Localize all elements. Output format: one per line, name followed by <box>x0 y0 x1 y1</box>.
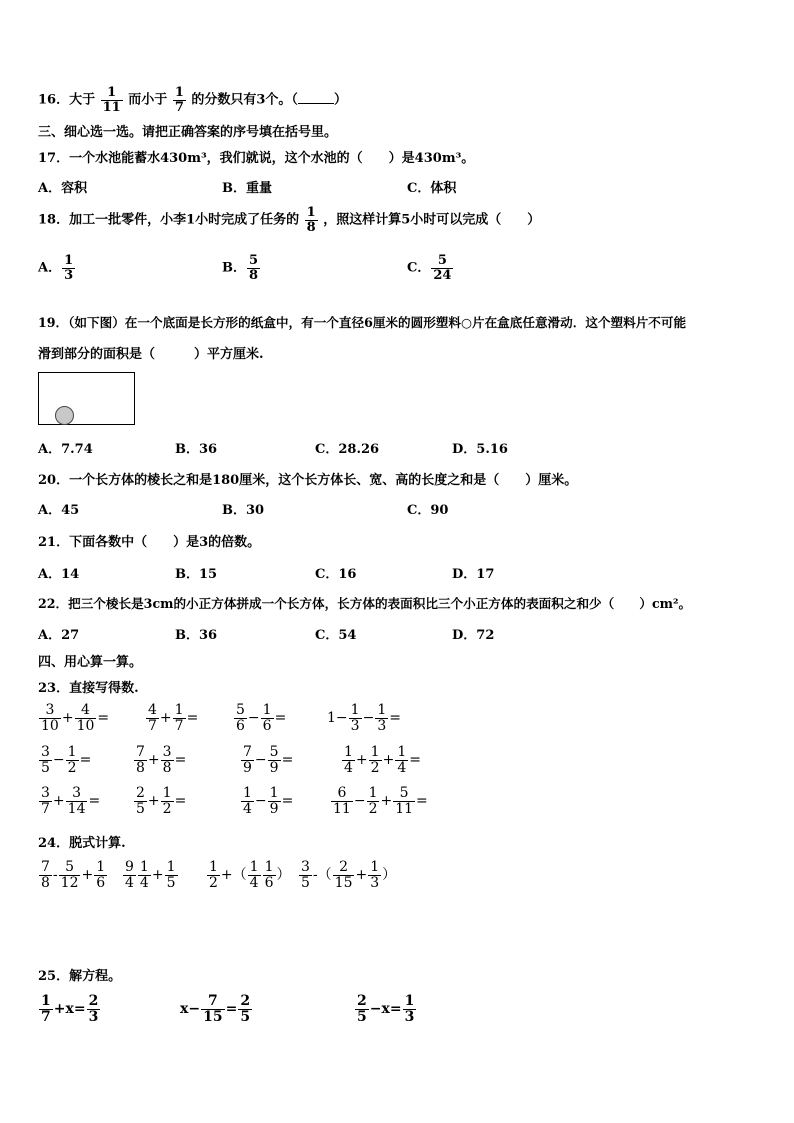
expression: $\frac{7}{9}$ − $\frac{5}{9}$ = <box>243 744 294 776</box>
section-3-heading: 三、细心选一选。请把正确答案的序号填在括号里。 <box>38 125 338 140</box>
question-17: 17．一个水池能蓄水430m³，我们就说，这个水池的（ ）是430m³。 <box>38 151 475 166</box>
question-23-title: 23．直接写得数. <box>38 681 139 696</box>
question-22: 22．把三个棱长是3cm的小正方体拼成一个长方体，长方体的表面积比三个小正方体的表面积之和少（ ）cm²。 <box>38 596 692 611</box>
option-c[interactable]: C．90 <box>407 503 449 518</box>
expression: $\frac{7}{8}$ + $\frac{3}{8}$ = <box>136 744 187 776</box>
question-16: 16．大于 $\frac{1}{11}$ 而小于 $\frac{1}{7}$ 的分数只有3个。（ ） <box>38 85 347 115</box>
option-b[interactable]: B． $\frac{5}{8}$ <box>222 253 259 283</box>
question-19-line-1: 19．（如下图）在一个底面是长方形的纸盒中，有一个直径6厘米的圆形塑料○片在盒底任意滑动．这个塑料片不可能 <box>38 315 687 330</box>
option-a[interactable]: A． $\frac{1}{3}$ <box>38 253 74 283</box>
option-c[interactable]: C． $\frac{5}{24}$ <box>407 253 452 283</box>
expression: $\frac{3}{5}$ − $\frac{1}{2}$ = <box>41 744 92 776</box>
fraction: $\frac{1}{11}$ <box>102 85 121 115</box>
option-a[interactable]: A．45 <box>38 503 80 518</box>
expression: 1− $\frac{1}{3}$ − $\frac{1}{3}$ = <box>327 702 401 734</box>
equation: x− $\frac{7}{15}$ = $\frac{2}{5}$ <box>180 993 251 1025</box>
expression: $\frac{4}{7}$ + $\frac{1}{7}$ = <box>148 702 199 734</box>
expression: $\frac{3}{5}$ -（ $\frac{2}{15}$ + $\frac{1}{3}$ ） <box>301 859 397 891</box>
question-18: 18．加工一批零件，小李1小时完成了任务的 $\frac{1}{8}$ ，照这样计算5小时可以完成（ ） <box>38 205 541 235</box>
option-a[interactable]: A．27 <box>38 628 80 643</box>
question-25-title: 25．解方程。 <box>38 969 122 984</box>
option-c[interactable]: C．16 <box>315 567 357 582</box>
expression: $\frac{6}{11}$ − $\frac{1}{2}$ + $\frac{5}{11}$ = <box>333 785 428 817</box>
option-d[interactable]: D．17 <box>452 567 495 582</box>
fraction: $\frac{1}{8}$ <box>306 205 316 235</box>
expression: $\frac{5}{6}$ − $\frac{1}{6}$ = <box>236 702 287 734</box>
expression: $\frac{1}{4}$ − $\frac{1}{9}$ = <box>243 785 294 817</box>
option-c[interactable]: C．体积 <box>407 181 457 196</box>
expression: $\frac{3}{10}$ + $\frac{4}{10}$ = <box>41 702 110 734</box>
option-b[interactable]: B．15 <box>175 567 218 582</box>
option-c[interactable]: C．54 <box>315 628 357 643</box>
expression: $\frac{7}{8}$ - $\frac{5}{12}$ + $\frac{1}{6}$ <box>41 859 106 891</box>
equation: $\frac{2}{5}$ −x= $\frac{1}{3}$ <box>357 993 415 1025</box>
option-a[interactable]: A．7.74 <box>38 442 93 457</box>
expression: $\frac{9}{4}$ $\frac{1}{4}$ + $\frac{1}{5}$ <box>125 859 176 891</box>
option-b[interactable]: B．重量 <box>222 181 272 196</box>
option-a[interactable]: A．14 <box>38 567 80 582</box>
box-diagram <box>38 372 135 425</box>
option-a[interactable]: A．容积 <box>38 181 88 196</box>
expression: $\frac{1}{4}$ + $\frac{1}{2}$ + $\frac{1}{4}$ = <box>344 744 421 776</box>
question-20: 20．一个长方体的棱长之和是180厘米，这个长方体长、宽、高的长度之和是（ ）厘米。 <box>38 473 578 488</box>
answer-blank[interactable] <box>298 103 334 104</box>
option-d[interactable]: D．5.16 <box>452 442 508 457</box>
option-b[interactable]: B．30 <box>222 503 265 518</box>
circle-disc <box>55 406 74 425</box>
equation: $\frac{1}{7}$ +x= $\frac{2}{3}$ <box>41 993 99 1025</box>
section-4-heading: 四、用心算一算。 <box>38 655 143 670</box>
question-21: 21．下面各数中（ ）是3的倍数。 <box>38 535 261 550</box>
question-24-title: 24．脱式计算. <box>38 836 126 851</box>
expression: $\frac{3}{7}$ + $\frac{3}{14}$ = <box>41 785 101 817</box>
fraction: $\frac{1}{7}$ <box>174 85 184 115</box>
option-b[interactable]: B．36 <box>175 442 218 457</box>
question-19-line-2: 滑到部分的面积是（ ）平方厘米. <box>38 347 264 362</box>
option-b[interactable]: B．36 <box>175 628 218 643</box>
expression: $\frac{1}{2}$ +（ $\frac{1}{4}$ $\frac{1}{6}$ ） <box>209 859 291 891</box>
option-d[interactable]: D．72 <box>452 628 495 643</box>
option-c[interactable]: C．28.26 <box>315 442 380 457</box>
expression: $\frac{2}{5}$ + $\frac{1}{2}$ = <box>136 785 187 817</box>
